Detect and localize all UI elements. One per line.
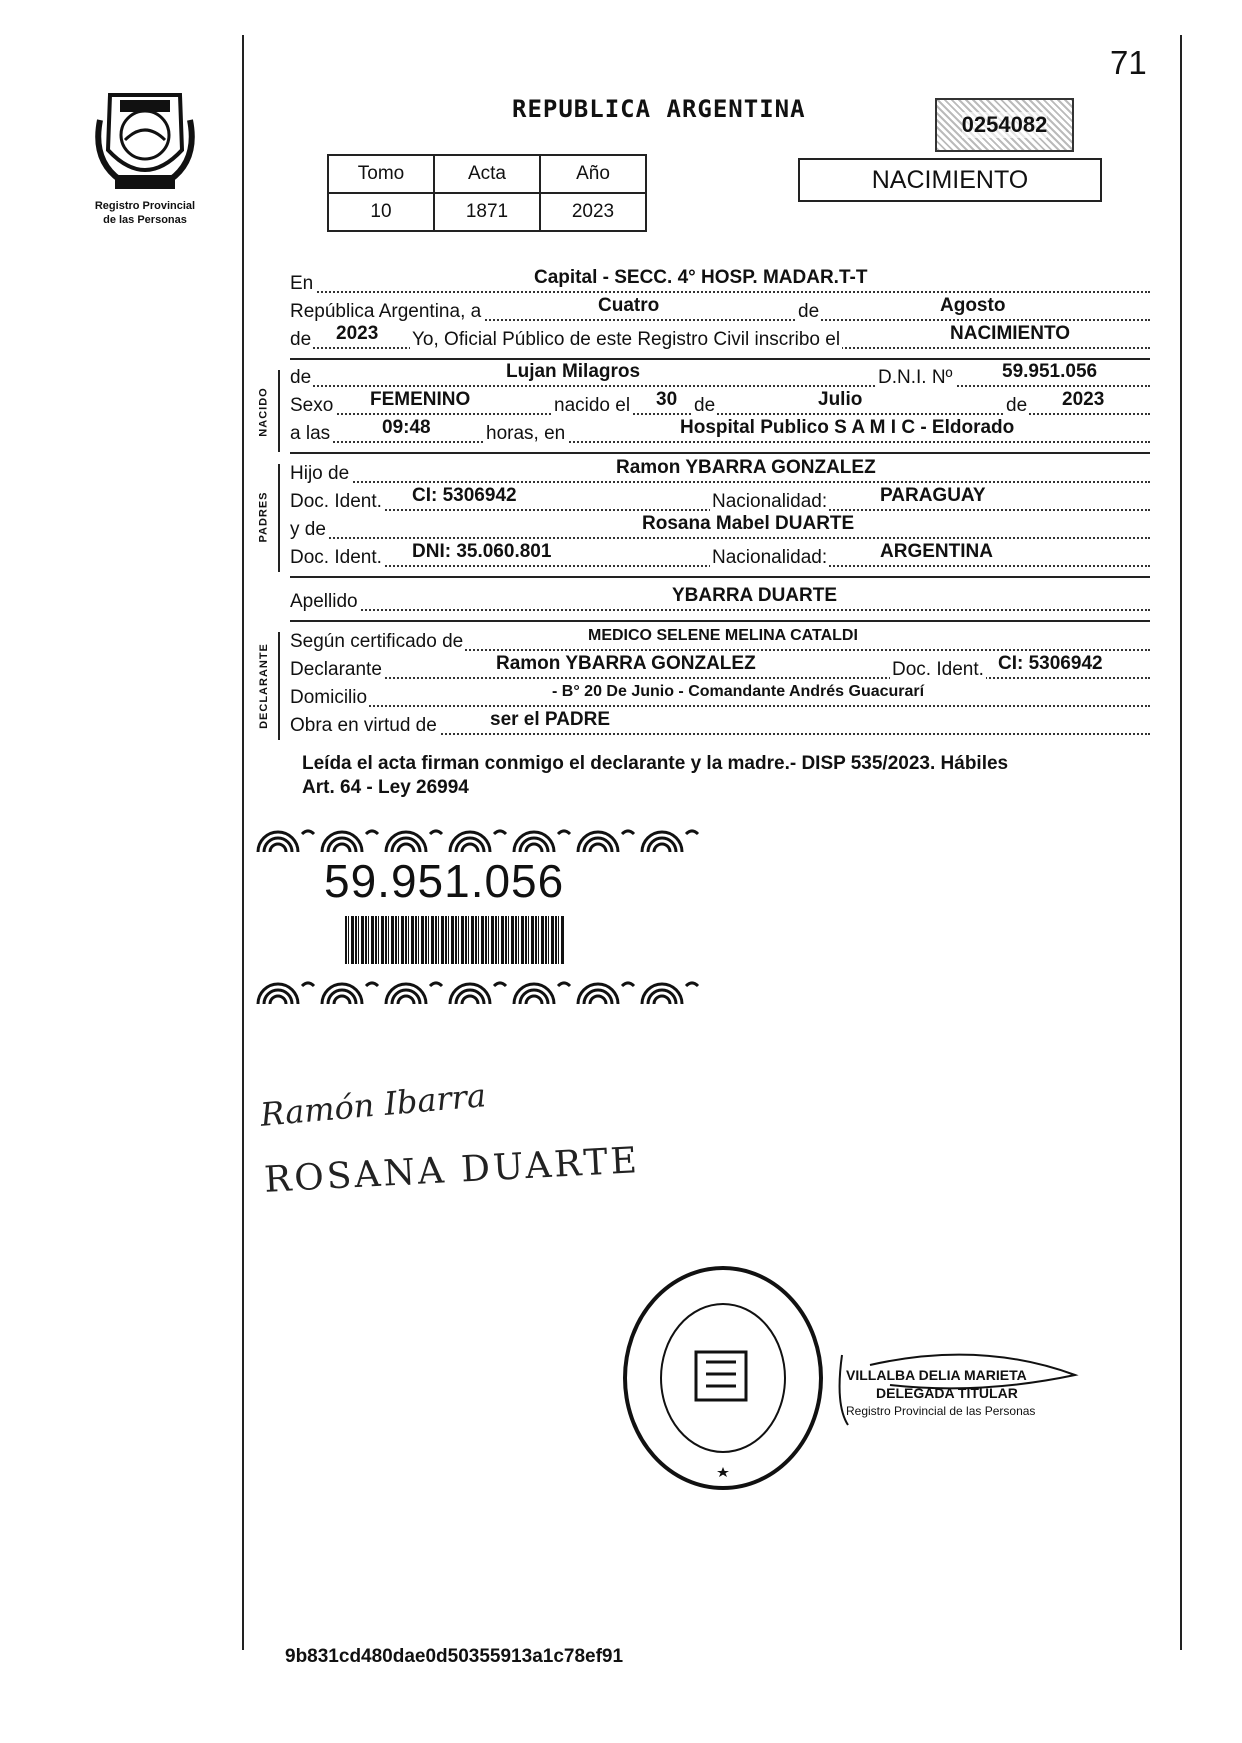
closing-statement: Leída el acta firman conmigo el declarante y la madre.- DISP 535/2023. Hábiles Art. 64 - Ley 26994 xyxy=(302,753,1009,798)
row-nombre: de Lujan Milagros D.N.I. Nº 59.951.056 xyxy=(290,364,1160,392)
tomo-value: 10 xyxy=(328,193,434,231)
stamp-code: 0254082 xyxy=(935,98,1074,152)
anio-value: 2023 xyxy=(540,193,646,231)
side-label-nacido: NACIDO xyxy=(258,387,271,437)
bracket-nacido xyxy=(278,370,280,452)
barcode xyxy=(345,916,565,964)
acta-value: 1871 xyxy=(434,193,540,231)
row-madre-doc: Doc. Ident. DNI: 35.060.801 Nacionalidad: ARGENTINA xyxy=(290,544,1160,572)
tomo-header: Tomo xyxy=(328,155,434,193)
divider-3 xyxy=(290,576,1150,578)
left-margin-line xyxy=(242,35,244,1650)
row-sexo: Sexo FEMENINO nacido el 30 de Julio de 2023 xyxy=(290,392,1160,420)
record-table xyxy=(327,154,647,232)
row-inscripcion: de 2023 Yo, Oficial Público de este Registro Civil inscribo el NACIMIENTO xyxy=(290,326,1160,354)
bracket-declarante xyxy=(278,632,280,740)
row-padre: Hijo de Ramon YBARRA GONZALEZ xyxy=(290,460,1160,488)
row-madre: y de Rosana Mabel DUARTE xyxy=(290,516,1160,544)
mother-signature: ROSANA DUARTE xyxy=(263,1140,641,1201)
right-margin-line xyxy=(1180,35,1182,1650)
row-padre-doc: Doc. Ident. CI: 5306942 Nacionalidad: PARAGUAY xyxy=(290,488,1160,516)
registry-label: Registro Provincial de las Personas xyxy=(94,200,196,226)
document-hash: 9b831cd480dae0d50355913a1c78ef91 xyxy=(285,1646,624,1667)
row-declarante: Declarante Ramon YBARRA GONZALEZ Doc. Ident. CI: 5306942 xyxy=(290,656,1160,684)
row-hora: a las 09:48 horas, en Hospital Publico S A M I C - Eldorado xyxy=(290,420,1160,448)
bracket-padres xyxy=(278,464,280,572)
province-logo xyxy=(90,80,200,200)
row-obra: Obra en virtud de ser el PADRE xyxy=(290,712,1160,740)
acta-header: Acta xyxy=(434,155,540,193)
doc-type-box: NACIMIENTO xyxy=(798,158,1102,202)
father-signature: Ramón Ibarra xyxy=(258,1076,488,1134)
country-title: REPUBLICA ARGENTINA xyxy=(512,95,806,123)
row-apellido: Apellido YBARRA DUARTE xyxy=(290,588,1160,616)
row-lugar: En Capital - SECC. 4° HOSP. MADAR.T-T xyxy=(290,270,1160,298)
row-fecha-acta: República Argentina, a Cuatro de Agosto xyxy=(290,298,1160,326)
side-label-padres: PADRES xyxy=(258,491,270,543)
official-name: VILLALBA DELIA MARIETA DELEGADA TITULAR Registro Provincial de las Personas xyxy=(846,1367,1036,1418)
dni-block-security-band-bottom xyxy=(254,978,702,1006)
anio-header: Año xyxy=(540,155,646,193)
dni-block-security-band-top xyxy=(254,826,702,854)
dni-number: 59.951.056 xyxy=(324,855,565,907)
row-certificado: Según certificado de MEDICO SELENE MELINA CATALDI xyxy=(290,628,1160,656)
side-label-declarante: DECLARANTE xyxy=(258,643,270,729)
official-seal xyxy=(618,1262,828,1494)
page-number: 71 xyxy=(1110,44,1147,81)
row-domicilio: Domicilio - B° 20 De Junio - Comandante Andrés Guacurarí xyxy=(290,684,1160,712)
